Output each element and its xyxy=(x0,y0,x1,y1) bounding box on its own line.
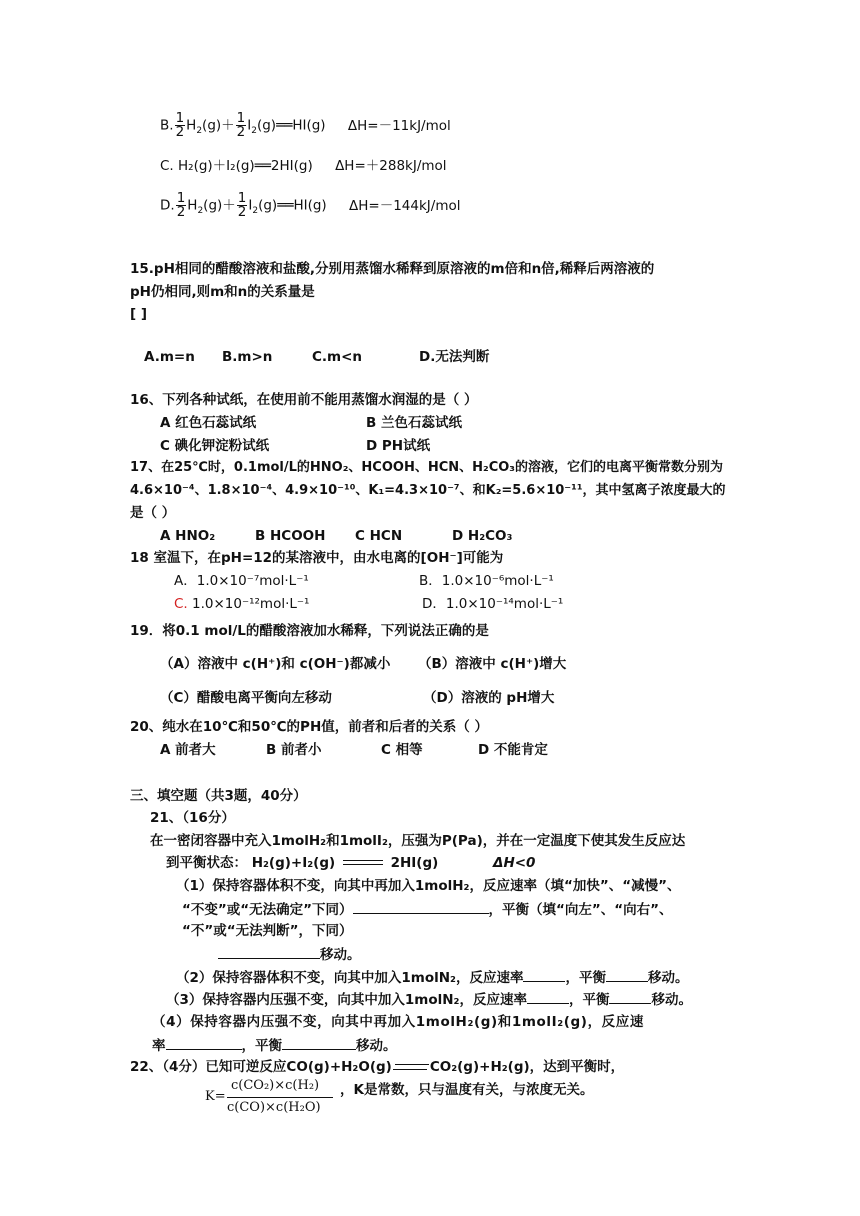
i-symbol: I xyxy=(247,117,252,134)
frac-den: 2 xyxy=(176,204,186,220)
reversible-arrow-icon xyxy=(393,1061,429,1073)
q18-option-a: A．1.0×10⁻⁷mol·L⁻¹ xyxy=(174,573,309,589)
q21-head: 21、（16分） xyxy=(150,810,235,826)
sub: 2 xyxy=(252,206,259,217)
q18-option-b: B．1.0×10⁻⁶mol·L⁻¹ xyxy=(419,573,554,589)
answer-blank[interactable] xyxy=(523,967,565,982)
frac-den: 2 xyxy=(236,124,246,140)
answer-blank[interactable] xyxy=(282,1035,356,1050)
q15-line2: pH仍相同,则m和n的关系量是 xyxy=(130,284,315,300)
q15-bracket: [ ] xyxy=(130,306,148,322)
fraction xyxy=(236,112,247,139)
q20-option-d: D 不能肯定 xyxy=(478,742,548,758)
q18-option-c-label: C. xyxy=(174,596,188,612)
answer-blank[interactable] xyxy=(353,899,489,914)
delta-h: ΔH<0 xyxy=(493,855,536,871)
option-c-text: H₂(g)＋I₂(g)══2HI(g) xyxy=(178,158,313,174)
option-d-label: D. xyxy=(160,197,175,214)
delta-h: ΔH=＋288kJ/mol xyxy=(335,158,447,174)
end: (g)══HI(g) xyxy=(258,197,327,214)
fraction xyxy=(175,112,186,139)
q21-p1b xyxy=(182,899,673,920)
equilibrium-arrow-icon xyxy=(343,858,383,868)
q21-p1d: “不”或“无法判断”，下同） xyxy=(182,923,353,939)
q16-stem: 16、下列各种试纸，在使用前不能用蒸馏水润湿的是（ ） xyxy=(130,392,478,408)
q21-p3 xyxy=(166,989,692,1010)
q22-line1 xyxy=(130,1057,624,1077)
q22-reactants: 22、（4分）已知可逆反应CO(g)+H₂O(g) xyxy=(130,1059,392,1075)
mid: (g)＋ xyxy=(203,197,236,214)
k-description: ，K是常数，只与温度有关，与浓度无关。 xyxy=(340,1082,594,1098)
q19-stem: 19．将0.1 mol/L的醋酸溶液加水稀释，下列说法正确的是 xyxy=(130,623,489,639)
answer-blank[interactable] xyxy=(609,989,651,1004)
q21-p2c-text: 移动。 xyxy=(647,970,689,986)
k-numerator: c(CO₂)×c(H₂) xyxy=(231,1078,320,1093)
q18-option-c-text: 1.0×10⁻¹²mol·L⁻¹ xyxy=(192,596,310,612)
q18-option-d: D．1.0×10⁻¹⁴mol·L⁻¹ xyxy=(422,596,564,612)
q22-products: CO₂(g)+H₂(g)，达到平衡时， xyxy=(429,1059,625,1075)
q21-line1: 在一密闭容器中充入1molH₂和1molI₂，压强为P(Pa)，并在一定温度下使其发生反应达 xyxy=(150,833,686,849)
q20-option-c: C 相等 xyxy=(381,742,423,758)
option-c-label: C. xyxy=(160,158,174,174)
sub: 2 xyxy=(196,126,203,137)
fraction xyxy=(237,192,248,219)
q21-p1e xyxy=(218,944,361,965)
q21-p1a: （1）保持容器体积不变，向其中再加入1molH₂，反应速率（填“加快”、“减慢”、 xyxy=(176,878,681,894)
sub: 2 xyxy=(197,206,204,217)
option-b-label: B. xyxy=(160,117,174,134)
q20-stem: 20、纯水在10℃和50℃的PH值，前者和后者的关系（ ） xyxy=(130,719,488,735)
delta-h: ΔH=－11kJ/mol xyxy=(347,117,451,134)
mid: (g)＋ xyxy=(202,117,235,134)
h-symbol: H xyxy=(186,117,197,134)
sub: 2 xyxy=(251,126,257,137)
fraction xyxy=(176,192,187,219)
q21-p3-text: （3）保持容器内压强不变，向其中加入1molN₂，反应速率 xyxy=(166,992,527,1008)
q19-option-a: （A）溶液中 c(H⁺)和 c(OH⁻)都减小 xyxy=(160,656,391,672)
frac-num: 1 xyxy=(176,190,186,206)
q17-option-b: B HCOOH xyxy=(255,528,326,544)
q16-option-a: A 红色石蕊试纸 xyxy=(160,415,257,431)
frac-den: 2 xyxy=(175,124,185,140)
answer-blank[interactable] xyxy=(166,1035,242,1050)
q19-option-d: （D）溶液的 pH增大 xyxy=(423,690,555,706)
q17-option-a: A HNO₂ xyxy=(160,528,216,544)
option-d xyxy=(160,192,460,219)
q21-p4c-text: ，平衡 xyxy=(241,1038,282,1054)
reaction-right: 2HI(g) xyxy=(390,855,439,871)
q17-line1: 17、在25℃时，0.1mol/L的HNO₂、HCOOH、HCN、H₂CO₃的溶液，它们的电离平衡常数分别为 xyxy=(130,460,723,475)
frac-num: 1 xyxy=(236,110,246,126)
q16-option-b: B 兰色石蕊试纸 xyxy=(366,415,462,431)
q17-line3: 是（ ） xyxy=(130,505,176,521)
q21-p1b-text: “不变”或“无法确定”下同） xyxy=(182,902,353,918)
q15-option-a: A.m=n xyxy=(144,349,195,365)
section-title: 三、填空题（共3题，40分） xyxy=(130,788,307,804)
k-label: K= xyxy=(205,1089,226,1104)
q16-option-c: C 碘化钾淀粉试纸 xyxy=(160,438,270,454)
option-c xyxy=(160,156,447,176)
q21-line2 xyxy=(166,853,535,873)
q20-option-a: A 前者大 xyxy=(160,742,216,758)
q21-p4: （4）保持容器内压强不变，向其中再加入1molH₂(g)和1molI₂(g)，反应速 xyxy=(152,1014,644,1030)
option-b xyxy=(160,112,451,139)
q15-option-c: C.m<n xyxy=(312,349,363,365)
frac-num: 1 xyxy=(175,110,185,126)
q17-line2: 4.6×10⁻⁴、1.8×10⁻⁴、4.9×10⁻¹⁰、K₁=4.3×10⁻⁷、和K₂=5.6×10⁻¹¹，其中氢离子浓度最大的 xyxy=(130,483,726,498)
q21-p2-text: （2）保持容器体积不变，向其中加入1molN₂，反应速率 xyxy=(176,970,524,986)
reaction-left: 到平衡状态： H₂(g)+I₂(g) xyxy=(166,855,336,871)
answer-blank[interactable] xyxy=(606,967,648,982)
q18-stem: 18 室温下，在pH=12的某溶液中，由水电离的[OH⁻]可能为 xyxy=(130,550,504,566)
q15-option-d: D.无法判断 xyxy=(419,349,490,365)
q21-p1e-text: 移动。 xyxy=(320,947,361,963)
q21-p1c-text: ，平衡（填“向左”、“向右”、 xyxy=(488,902,673,918)
q21-p3b-text: ，平衡 xyxy=(568,992,610,1008)
k-denominator: c(CO)×c(H₂O) xyxy=(227,1100,321,1115)
h-symbol: H xyxy=(187,197,198,214)
frac-den: 2 xyxy=(237,204,247,220)
q16-option-d: D PH试纸 xyxy=(366,438,431,454)
q15-line1: 15.pH相同的醋酸溶液和盐酸,分别用蒸馏水稀释到原溶液的m倍和n倍,稀释后两溶液的 xyxy=(130,261,655,277)
q17-option-d: D H₂CO₃ xyxy=(452,528,513,544)
q20-option-b: B 前者小 xyxy=(266,742,322,758)
q21-p4b-text: 率 xyxy=(152,1038,166,1054)
q21-p4d-text: 移动。 xyxy=(356,1038,397,1054)
delta-h: ΔH=－144kJ/mol xyxy=(349,197,461,214)
k-fraction-bar xyxy=(227,1097,333,1098)
q17-option-c: C HCN xyxy=(355,528,403,544)
q15-option-b: B.m>n xyxy=(222,349,273,365)
q19-option-c: （C）醋酸电离平衡向左移动 xyxy=(160,690,332,706)
answer-blank[interactable] xyxy=(527,989,569,1004)
q21-p4b xyxy=(152,1035,397,1056)
frac-num: 1 xyxy=(237,190,247,206)
end: (g)══HI(g) xyxy=(256,117,326,134)
q18-option-c xyxy=(174,594,309,614)
q21-p3c-text: 移动。 xyxy=(651,992,692,1008)
q21-p2b-text: ，平衡 xyxy=(565,970,606,986)
q21-p2 xyxy=(176,967,688,988)
answer-blank[interactable] xyxy=(218,944,320,959)
i-symbol: I xyxy=(248,197,253,214)
q19-option-b: （B）溶液中 c(H⁺)增大 xyxy=(418,656,567,672)
